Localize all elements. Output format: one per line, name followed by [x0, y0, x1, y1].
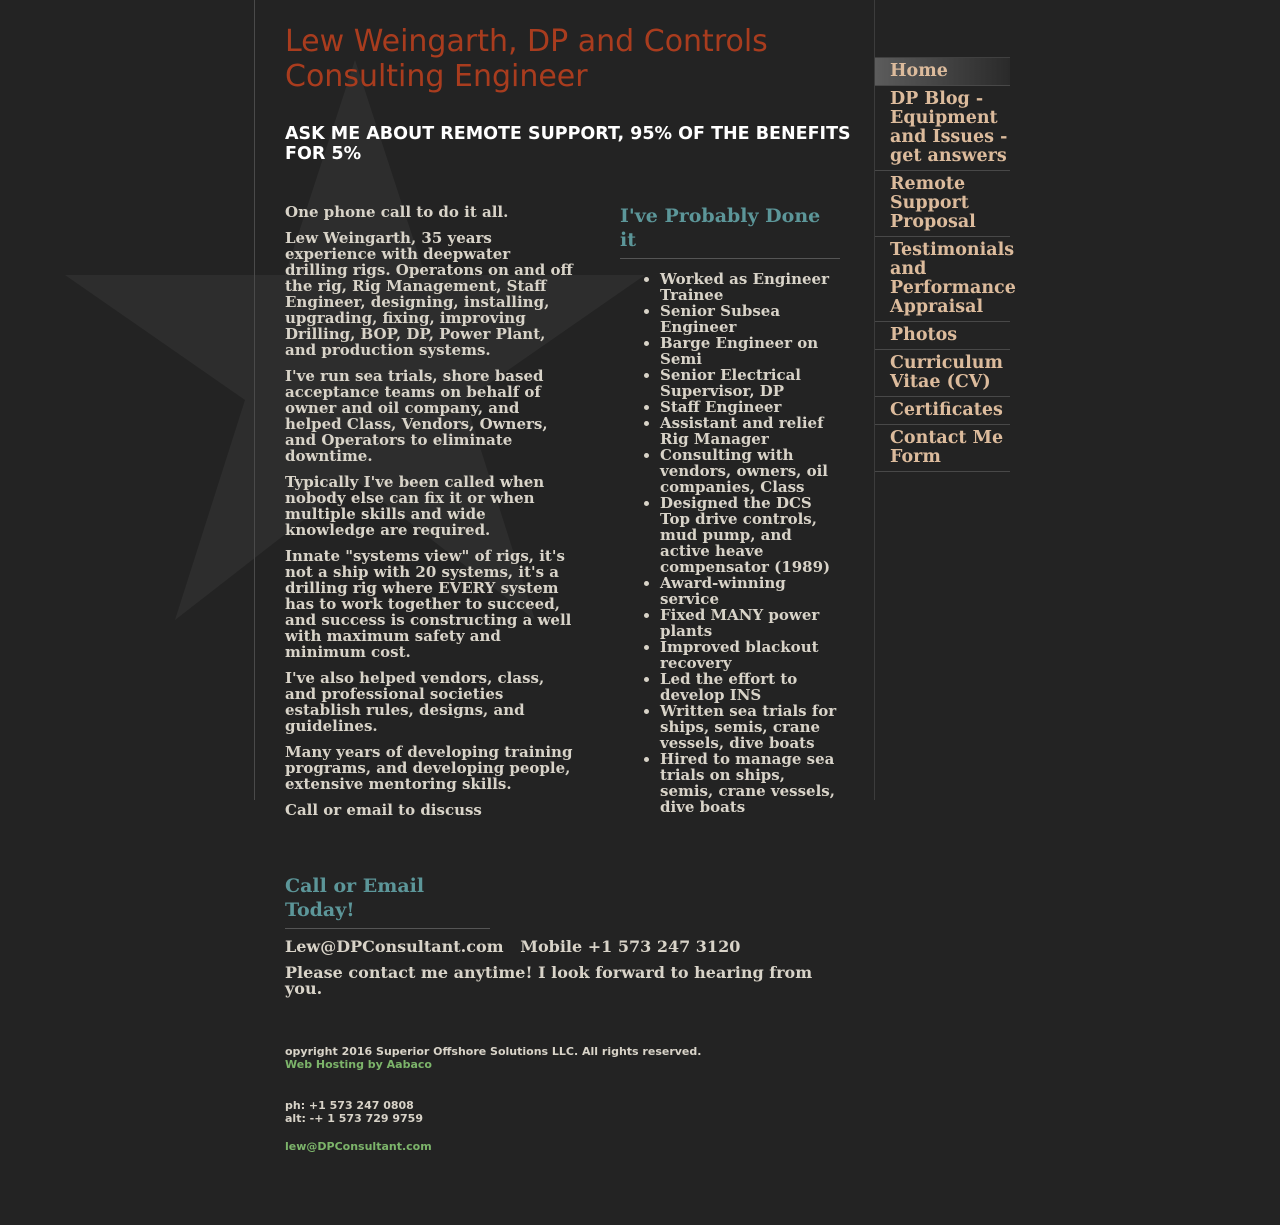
nav-item-cv[interactable]: Curriculum Vitae (CV) [875, 350, 1010, 397]
intro-paragraph: One phone call to do it all. [285, 203, 509, 221]
list-item: • Consulting with vendors, owners, oil companies, Class [660, 447, 840, 495]
nav-item-photos[interactable]: Photos [875, 322, 1010, 350]
intro-paragraph: Call or email to discuss [285, 801, 482, 819]
list-item: • Assistant and relief Rig Manager [660, 415, 840, 447]
contact-details: Lew@DPConsultant.com Mobile +1 573 247 3120 [285, 937, 741, 956]
nav-item-label-part: and Issues - [890, 127, 1008, 147]
list-item: • Designed the DCS Top drive controls, mud pump, and active heave compensator (1989) [660, 495, 840, 575]
footer [285, 1045, 845, 1153]
intro-paragraph: Typically I've been called when nobody else can fix it or when multiple skills and wide knowledge are required. [285, 473, 545, 539]
intro-paragraph: Many years of developing training programs, and developing people, extensive mentoring skills. [285, 743, 573, 793]
list-item: • Barge Engineer on Semi [660, 335, 840, 367]
intro-paragraph: Innate "systems view" of rigs, it's not a ship with 20 systems, it's a drilling rig where EVERY system has to work together to succeed, and success is constructing a well with maximum safety and minimum cost. [285, 547, 572, 661]
nav-item-dp-blog[interactable]: DP Blog - Equipment and Issues - get answers [875, 86, 1010, 171]
nav-item-label-part: get answers [890, 146, 1007, 166]
nav-item-certificates[interactable]: Certificates [875, 397, 1010, 425]
list-item: • Senior Subsea Engineer [660, 303, 840, 335]
list-item: • Improved blackout recovery [660, 639, 840, 671]
contact-section [285, 874, 845, 997]
nav-item-testimonials[interactable]: Testimonials and Performance Appraisal [875, 237, 1010, 322]
intro-paragraph: I've run sea trials, shore based acceptance teams on behalf of owner and oil company, and helped Class, Vendors, Owners, and Operators to eliminate downtime. [285, 367, 548, 465]
nav-item-remote-support[interactable]: Remote Support Proposal [875, 171, 1010, 237]
list-item: • Fixed MANY power plants [660, 607, 840, 639]
copyright-text: opyright 2016 Superior Offshore Solutions LLC. All rights reserved. [285, 1045, 702, 1058]
phone-text: ph: +1 573 247 0808 [285, 1099, 414, 1112]
experience-heading: I've Probably Done it [620, 204, 840, 259]
experience-column [620, 204, 840, 815]
contact-message: Please contact me anytime! I look forward to hearing from you. [285, 963, 813, 998]
tagline: ASK ME ABOUT REMOTE SUPPORT, 95% OF THE BENEFITS FOR 5% [285, 124, 851, 164]
alt-phone-text: alt: -+ 1 573 729 9759 [285, 1112, 423, 1125]
intro-paragraph: Lew Weingarth, 35 years experience with deepwater drilling rigs. Operatons on and off the rig, Rig Management, Staff Engineer, designing, installing, upgrading, fixing, improving Drilling, BOP, DP, Power Plant, and production systems. [285, 229, 573, 359]
list-item: • Staff Engineer [660, 399, 840, 415]
nav-item-home[interactable]: Home [875, 58, 1010, 86]
experience-list [620, 271, 840, 815]
content-divider-left [254, 0, 255, 800]
list-item: • Hired to manage sea trials on ships, semis, crane vessels, dive boats [660, 751, 840, 815]
list-item: • Written sea trials for ships, semis, crane vessels, dive boats [660, 703, 840, 751]
nav-item-contact[interactable]: Contact Me Form [875, 425, 1010, 472]
intro-column [285, 204, 575, 828]
sidebar-nav [875, 57, 1016, 472]
email-link[interactable]: lew@DPConsultant.com [285, 1140, 432, 1153]
web-hosting-link[interactable]: Web Hosting by Aabaco [285, 1058, 432, 1071]
nav-item-label-part: Equipment [890, 108, 998, 128]
site-title: Lew Weingarth, DP and Controls Consulting Engineer [285, 24, 768, 94]
contact-heading: Call or Email Today! [285, 874, 490, 929]
list-item: • Senior Electrical Supervisor, DP [660, 367, 840, 399]
intro-paragraph: I've also helped vendors, class, and professional societies establish rules, designs, and guidelines. [285, 669, 545, 735]
list-item: • Led the effort to develop INS [660, 671, 840, 703]
list-item: • Award-winning service [660, 575, 840, 607]
list-item: • Worked as Engineer Trainee [660, 271, 840, 303]
